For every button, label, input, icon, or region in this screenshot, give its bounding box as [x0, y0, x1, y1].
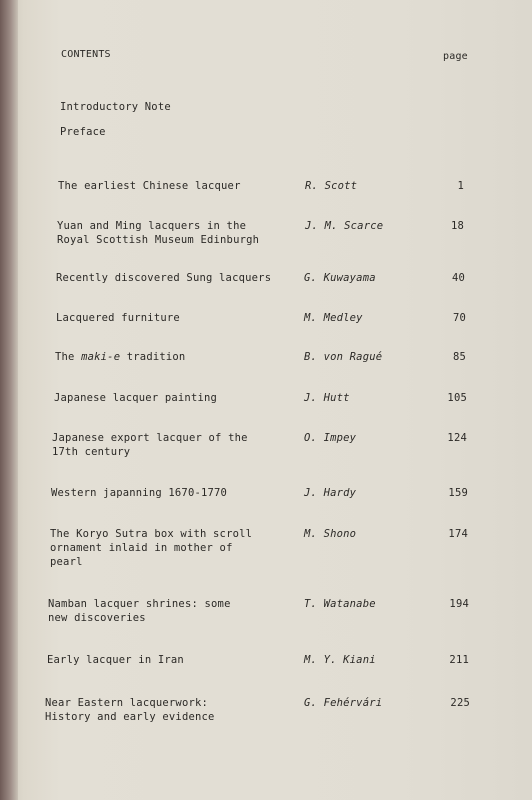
- toc-entry-title: The earliest Chinese lacquer: [58, 180, 241, 192]
- toc-entry-title: Japanese export lacquer of the 17th century: [52, 432, 248, 458]
- toc-entry-page: 211: [449, 654, 469, 666]
- toc-entry-page: 124: [447, 432, 467, 444]
- toc-entry-title: Early lacquer in Iran: [47, 654, 184, 666]
- toc-entry-page: 1: [457, 180, 464, 192]
- toc-entry-title: Recently discovered Sung lacquers: [56, 272, 272, 284]
- toc-entry-page: 70: [452, 312, 466, 324]
- toc-entry-title: Near Eastern lacquerwork: History and early evidence: [45, 697, 215, 723]
- toc-entry-title: [55, 350, 185, 364]
- toc-entry-page: 159: [448, 487, 468, 499]
- toc-entry-author: J. Hutt: [304, 392, 350, 404]
- toc-entry-page: 85: [452, 351, 466, 363]
- toc-entry-author: G. Fehérvári: [304, 697, 383, 709]
- toc-entry-title: Yuan and Ming lacquers in the Royal Scottish Museum Edinburgh: [57, 220, 260, 246]
- toc-entry-page: 105: [447, 392, 467, 404]
- toc-entry-title-part: The: [55, 351, 82, 363]
- front-matter-preface: Preface: [60, 126, 106, 138]
- toc-entry-page: 194: [449, 598, 469, 610]
- toc-entry-title: Lacquered furniture: [56, 312, 180, 324]
- toc-entry-title-italic: maki-e: [81, 351, 121, 363]
- toc-entry-page: 40: [451, 272, 465, 284]
- toc-entry-title: The Koryo Sutra box with scroll ornament inlaid in mother of pearl: [50, 528, 253, 568]
- contents-heading: CONTENTS: [61, 49, 111, 60]
- toc-entry-author: G. Kuwayama: [304, 272, 376, 284]
- toc-entry-author: M. Shono: [304, 528, 357, 540]
- book-spine-edge: [0, 0, 18, 800]
- toc-entry-author: R. Scott: [305, 180, 358, 192]
- toc-entry-author: J. M. Scarce: [305, 220, 384, 232]
- toc-entry-title: Namban lacquer shrines: some new discoveries: [48, 598, 231, 624]
- toc-entry-author: O. Impey: [304, 432, 357, 444]
- toc-entry-page: 225: [450, 697, 470, 709]
- toc-entry-author: B. von Ragué: [304, 351, 383, 363]
- toc-entry-author: J. Hardy: [304, 487, 357, 499]
- toc-entry-author: T. Watanabe: [304, 598, 376, 610]
- page-column-label: page: [443, 51, 468, 62]
- toc-entry-page: 18: [450, 220, 464, 232]
- toc-entry-author: M. Y. Kiani: [304, 654, 376, 666]
- toc-entry-page: 174: [448, 528, 468, 540]
- toc-entry-title-part: tradition: [120, 351, 186, 363]
- front-matter-introductory-note: Introductory Note: [60, 101, 171, 113]
- toc-entry-title: Japanese lacquer painting: [54, 392, 218, 404]
- toc-entry-author: M. Medley: [304, 312, 363, 324]
- toc-entry-title: Western japanning 1670-1770: [51, 487, 228, 499]
